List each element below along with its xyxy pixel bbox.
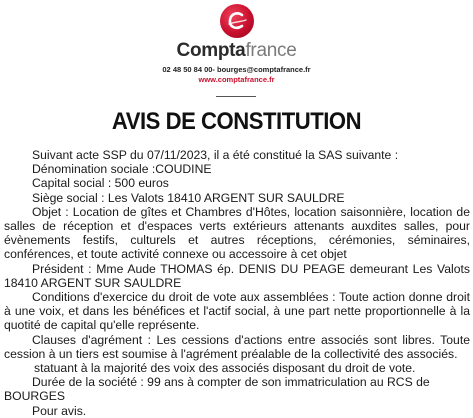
contact-line: 02 48 50 84 00- bourges@comptafrance.fr (162, 65, 311, 74)
paragraph-president: Président : Mme Aude THOMAS ép. DENIS DU PEAGE demeurant Les Valots 18410 ARGENT SUR SAULDRE (4, 261, 470, 290)
brand-name (0, 40, 473, 62)
paragraph-vote: Conditions d'exercice du droit de vote aux assemblées : Toute action donne droit à une voix, et dans les bénéfices et l'actif social, à une part nette proportionnelle à la quotité de capital qu'elle représente. (4, 290, 470, 333)
paragraph-majorite: statuant à la majorité des voix des associés disposant du droit de vote. (34, 361, 416, 376)
header (0, 4, 473, 85)
brand-part-france: france (245, 40, 297, 61)
paragraph-capital: Capital social : 500 euros (32, 176, 169, 191)
website-link[interactable]: www.comptafrance.fr (198, 75, 275, 84)
paragraph-siege: Siège social : Les Valots 18410 ARGENT SUR SAULDRE (32, 190, 345, 205)
paragraph-intro: Suivant acte SSP du 07/11/2023, il a été constitué la SAS suivante : (32, 148, 399, 162)
paragraph-pour-avis: Pour avis. (32, 403, 87, 418)
notice-body (4, 148, 470, 418)
page-title: AVIS DE CONSTITUTION (111, 108, 362, 135)
paragraph-denomination: Dénomination sociale :COUDINE (32, 162, 212, 177)
comptafrance-logo-icon (220, 4, 254, 38)
paragraph-duree: Durée de la société : 99 ans à compter de son immatriculation au RCS de BOURGES (4, 375, 430, 404)
paragraph-objet: Objet : Location de gîtes et Chambres d'Hôtes, location saisonnière, location de salles de réception et d'espaces verts extérieurs attenants auxdites salles, pour évènements festifs, culturels et autres réceptions, cérémonies, séminaires, conférences, et toute activité connexe ou accessoire à cet objet (4, 204, 470, 262)
brand-part-compta: Compta (176, 40, 246, 61)
paragraph-agrement: Clauses d'agrément : Les cessions d'actions entre associés sont libres. Toute cession à un tiers est soumise à l'agrément préalable de la collectivité des associés. (4, 332, 470, 361)
divider (216, 96, 256, 97)
